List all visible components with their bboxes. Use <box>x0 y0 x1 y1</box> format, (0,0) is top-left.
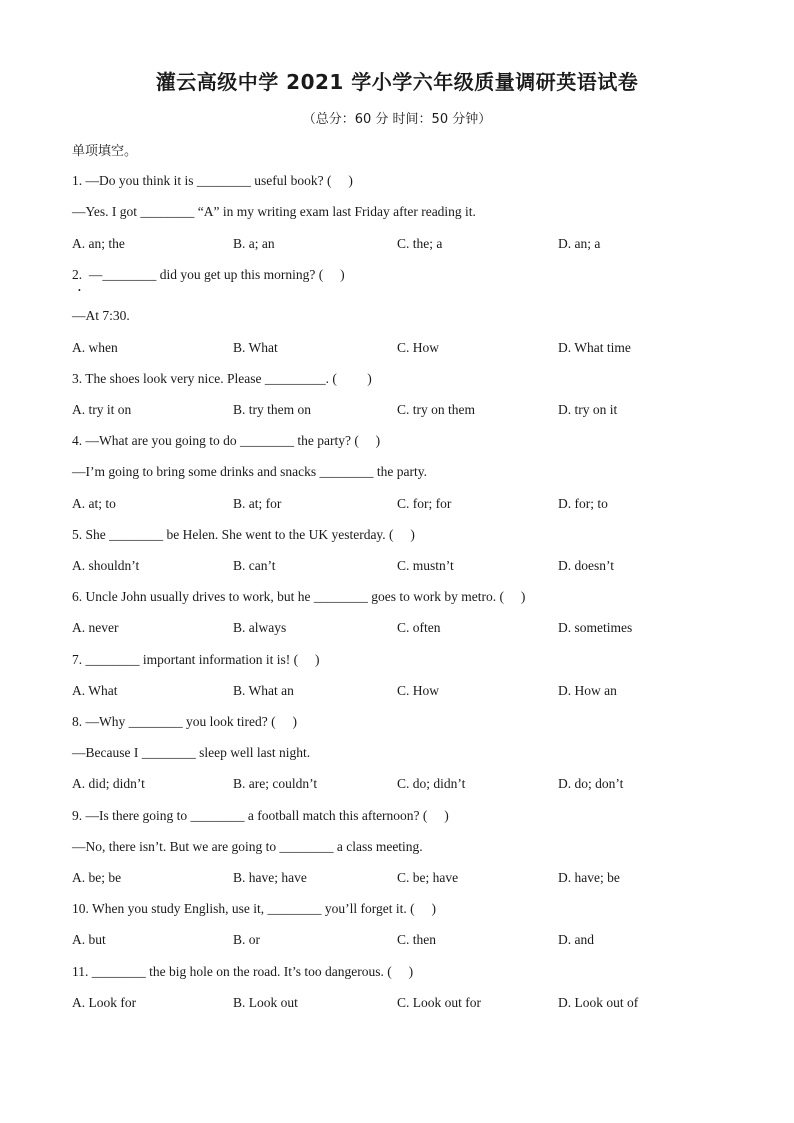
question-9-option-b: B. have; have <box>233 870 307 885</box>
exam-info: （总分：60 分 时间：50 分钟） <box>302 112 492 127</box>
question-10-option-a: A. but <box>72 932 106 947</box>
question-9-reply: —No, there isn’t. But we are going to ________ a class meeting. <box>72 839 423 854</box>
question-5-option-b: B. can’t <box>233 558 276 573</box>
question-3-stem: 3. The shoes look very nice. Please _________. ( ) <box>72 371 372 386</box>
question-9-option-a: A. be; be <box>72 870 122 885</box>
question-8-option-b: B. are; couldn’t <box>233 776 318 791</box>
question-8-option-d: D. do; don’t <box>558 776 624 791</box>
question-9-stem: 9. —Is there going to ________ a football match this afternoon? ( ) <box>72 808 449 823</box>
question-8-option-a: A. did; didn’t <box>72 776 145 791</box>
question-2-option-b: B. What <box>233 340 278 355</box>
question-1-option-a: A. an; the <box>72 236 125 251</box>
question-11-option-b: B. Look out <box>233 995 298 1010</box>
question-4-stem: 4. —What are you going to do ________ the party? ( ) <box>72 433 381 448</box>
question-9-option-c: C. be; have <box>397 870 459 885</box>
question-4-option-a: A. at; to <box>72 496 116 511</box>
question-2-stem: 2. —________ did you get up this morning? ( ) <box>72 267 345 282</box>
question-10-stem: 10. When you study English, use it, ________ you’ll forget it. ( ) <box>72 901 436 916</box>
question-4-option-c: C. for; for <box>397 496 452 511</box>
question-4-option-b: B. at; for <box>233 496 282 511</box>
stray-dot-mark: • <box>78 286 81 295</box>
question-2-option-c: C. How <box>397 340 440 355</box>
question-7-option-d: D. How an <box>558 683 617 698</box>
question-3-option-a: A. try it on <box>72 402 132 417</box>
question-5-stem: 5. She ________ be Helen. She went to the UK yesterday. ( ) <box>72 527 415 542</box>
question-1-stem: 1. —Do you think it is ________ useful book? ( ) <box>72 173 353 188</box>
question-3-option-b: B. try them on <box>233 402 311 417</box>
question-5-option-d: D. doesn’t <box>558 558 614 573</box>
page-title: 灌云高级中学 2021 学小学六年级质量调研英语试卷 <box>155 70 639 94</box>
question-10-option-b: B. or <box>233 932 260 947</box>
question-1-reply: —Yes. I got ________ “A” in my writing exam last Friday after reading it. <box>72 204 476 219</box>
question-1-option-b: B. a; an <box>233 236 275 251</box>
question-2-option-a: A. when <box>72 340 118 355</box>
question-2-option-d: D. What time <box>558 340 631 355</box>
question-6-option-c: C. often <box>397 620 441 635</box>
question-11-option-d: D. Look out of <box>558 995 639 1010</box>
question-1-option-c: C. the; a <box>397 236 443 251</box>
question-7-stem: 7. ________ important information it is! ( ) <box>72 652 320 667</box>
question-1-option-d: D. an; a <box>558 236 601 251</box>
question-8-stem: 8. —Why ________ you look tired? ( ) <box>72 714 297 729</box>
question-11-option-a: A. Look for <box>72 995 137 1010</box>
question-2-reply: —At 7:30. <box>72 308 130 323</box>
question-7-option-b: B. What an <box>233 683 294 698</box>
question-5-option-c: C. mustn’t <box>397 558 454 573</box>
question-6-stem: 6. Uncle John usually drives to work, but he ________ goes to work by metro. ( ) <box>72 589 526 604</box>
question-4-option-d: D. for; to <box>558 496 608 511</box>
question-6-option-b: B. always <box>233 620 287 635</box>
question-4-reply: —I’m going to bring some drinks and snacks ________ the party. <box>72 464 427 479</box>
question-10-option-c: C. then <box>397 932 436 947</box>
question-7-option-c: C. How <box>397 683 440 698</box>
question-8-option-c: C. do; didn’t <box>397 776 466 791</box>
question-7-option-a: A. What <box>72 683 118 698</box>
section-title: 单项填空。 <box>72 144 138 159</box>
question-6-option-d: D. sometimes <box>558 620 633 635</box>
question-3-option-d: D. try on it <box>558 402 618 417</box>
question-3-option-c: C. try on them <box>397 402 475 417</box>
question-10-option-d: D. and <box>558 932 594 947</box>
question-11-stem: 11. ________ the big hole on the road. It’s too dangerous. ( ) <box>72 964 414 979</box>
question-6-option-a: A. never <box>72 620 119 635</box>
question-9-option-d: D. have; be <box>558 870 620 885</box>
question-8-reply: —Because I ________ sleep well last night. <box>72 745 311 760</box>
question-5-option-a: A. shouldn’t <box>72 558 140 573</box>
question-11-option-c: C. Look out for <box>397 995 481 1010</box>
